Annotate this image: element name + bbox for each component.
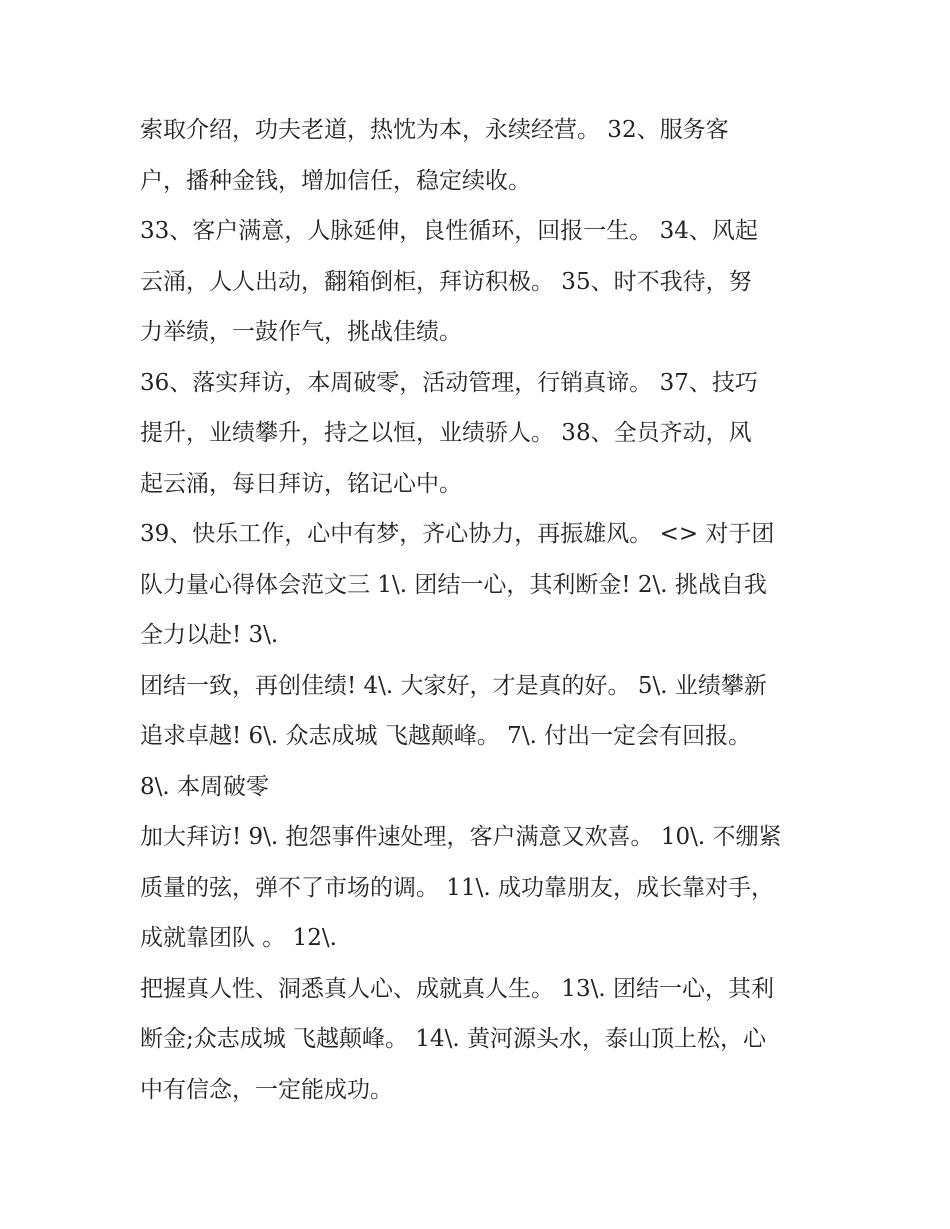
text-line: 成就靠团队 。 12\.: [140, 925, 337, 951]
text-line: 力举绩，一鼓作气，挑战佳绩。: [140, 319, 462, 345]
text-line: 全力以赴! 3\.: [140, 622, 279, 648]
text-line: 33、客户满意，人脉延伸，良性循环，回报一生。 34、风起: [140, 218, 758, 244]
text-line: 中有信念，一定能成功。: [140, 1076, 393, 1103]
text-line: 把握真人性、洞悉真人心、成就真人生。 13\. 团结一心，其利: [140, 975, 774, 1002]
document-body: [140, 105, 820, 1115]
text-line: 提升，业绩攀升，持之以恒，业绩骄人。 38、全员齐动，风: [140, 420, 752, 446]
text-line: 36、落实拜访，本周破零，活动管理，行销真谛。 37、技巧: [140, 369, 758, 396]
text-line: 云涌，人人出动，翻箱倒柜，拜访积极。 35、时不我待，努: [140, 268, 752, 295]
text-line: 断金;众志成城 飞越颠峰。 14\. 黄河源头水，泰山顶上松，心: [140, 1026, 767, 1052]
text-line: 索取介绍，功夫老道，热忱为本，永续经营。 32、服务客: [140, 117, 729, 143]
text-line: 质量的弦，弹不了市场的调。 11\. 成功靠朋友，成长靠对手，: [140, 874, 774, 901]
text-line: 39、快乐工作，心中有梦，齐心协力，再振雄风。 <> 对于团: [140, 521, 775, 547]
text-line: 加大拜访! 9\. 抱怨事件速处理，客户满意又欢喜。 10\. 不绷紧: [140, 824, 782, 850]
text-line: 户，播种金钱，增加信任，稳定续收。: [140, 167, 531, 194]
text-line: 团结一致，再创佳绩! 4\. 大家好，才是真的好。 5\. 业绩攀新: [140, 672, 767, 699]
text-line: 追求卓越! 6\. 众志成城 飞越颠峰。 7\. 付出一定会有回报。: [140, 723, 752, 749]
text-line: 队力量心得体会范文三 1\. 团结一心，其利断金! 2\. 挑战自我: [140, 571, 767, 598]
text-line: 8\. 本周破零: [140, 773, 270, 800]
text-line: 起云涌，每日拜访，铭记心中。: [140, 470, 462, 497]
